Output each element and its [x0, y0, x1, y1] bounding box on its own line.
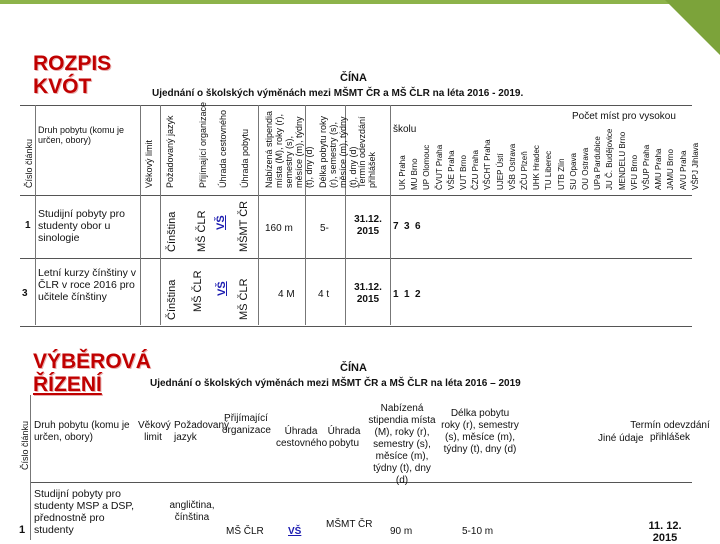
col-header-receiving-org: Přijímající organizace [198, 101, 208, 188]
row1-receiving-org: MŠ ČLR [196, 210, 208, 252]
selection-header-age-limit: Věkový limit [138, 420, 171, 443]
selection-header-other: Jiné údaje [598, 433, 644, 444]
school-col-header: UPa Pardubice [593, 136, 603, 190]
selection-header-language: Požadovaný jazyk [174, 420, 230, 443]
school-col-header: VFU Brno [629, 154, 639, 190]
col-header-stay-type: Druh pobytu (komu je určen, obory) [38, 125, 125, 145]
school-col-header: ZČU Plzeň [520, 151, 529, 190]
row1-stipends: 160 m [265, 223, 293, 234]
row3-deadline: 31.12. 2015 [354, 282, 382, 305]
selection-row-stipends: 90 m [390, 526, 413, 537]
selection-side-label: Číslo článku [20, 420, 30, 470]
row1-duration: 5- [320, 223, 329, 234]
col-header-article-number: Číslo článku [24, 138, 34, 188]
school-col-header: ČVUT Praha [434, 144, 444, 190]
row3-duration: 4 t [318, 289, 330, 300]
school-col-header: MU Brno [410, 158, 420, 190]
col-header-age-limit: Věkový limit [144, 139, 154, 188]
places-label: Počet míst pro vysokou [572, 111, 676, 122]
school-col-header: UK Praha [398, 155, 407, 190]
selection-header-travel-cost: Úhrada cestovného [276, 426, 328, 449]
row3-number: 3 [22, 288, 28, 299]
selection-country: ČÍNA [340, 362, 367, 374]
col-header-stipends: Nabízená stipendia místa (M), roky (r), semestry (s), měsíce (m), týdny (t), dny (d) [264, 110, 314, 188]
selection-header-receiving-org: Přijímající organizace [222, 413, 271, 436]
school-col-header: UP Olomouc [422, 144, 432, 190]
row1-description: Studijní pobyty pro studenty obor u sinologie [38, 208, 125, 244]
col-header-language: Požadovaný jazyk [165, 115, 175, 188]
row3-language: Čínština [166, 279, 178, 320]
school-col-header: VŠUP Praha [642, 144, 651, 190]
row3-quota: 1 [404, 289, 410, 300]
selection-row-stay-cost: MŠMT ČR [326, 519, 373, 530]
school-col-header: UJEP Ústí [495, 153, 505, 190]
school-col-header: VŠE Praha [446, 150, 456, 190]
school-col-header: JU Č. Budějovice [605, 128, 615, 190]
selection-title-line1: VÝBĚROVÁ [33, 350, 151, 373]
selection-row-duration: 5-10 m [462, 526, 494, 537]
col-divider [390, 105, 391, 325]
header-divider [20, 195, 692, 196]
row1-travel-cost: VŠ [215, 215, 227, 230]
selection-subtitle: Ujednání o školských výměnách mezi MŠMT ČR a MŠ ČLR na léta 2016 – 2019 [150, 378, 521, 389]
selection-row-language: angličtina, čínština [169, 500, 215, 523]
quota-subtitle: Ujednání o školských výměnách mezi MŠMT ČR a MŠ ČLR na léta 2016 - 2019. [152, 88, 524, 99]
selection-title-line2: ŘÍZENÍ [33, 373, 102, 396]
col-divider [140, 105, 141, 325]
selection-header-stay-cost: Úhrada pobytu [327, 426, 361, 449]
selection-header-deadline: Termín odevzdání přihlášek [630, 420, 710, 443]
row3-travel-cost: VŠ [216, 281, 228, 296]
row1-quota: 6 [415, 221, 421, 232]
row1-stay-cost: MŠMT ČR [238, 200, 250, 252]
selection-row-travel-cost: VŠ [288, 526, 302, 537]
school-col-header: UTB Zlín [556, 158, 566, 190]
selection-header-duration: Délka pobytu roky (r), semestry (s), měsíce (m), týdny (t), dny (d) [441, 408, 519, 455]
school-col-header: SU Opava [568, 153, 578, 190]
col-header-stay-cost: Úhrada pobytu [240, 128, 250, 188]
school-label: školu [393, 124, 417, 135]
quota-country: ČÍNA [340, 72, 367, 84]
school-col-header: VUT Brno [459, 155, 468, 190]
selection-row-number: 1 [19, 524, 26, 536]
selection-row-description: Studijní pobyty pro studenty MSP a DSP, přednostně pro studenty [34, 488, 135, 536]
selection-row-deadline: 11. 12. 2015 [648, 520, 682, 544]
school-col-header: TU Liberec [544, 150, 554, 190]
col-divider [35, 105, 36, 325]
school-col-header: ČZU Praha [471, 149, 481, 190]
school-col-header: VŠPJ Jihlava [690, 142, 700, 190]
selection-header-stay-type: Druh pobytu (komu je určen, obory) [34, 420, 130, 443]
school-col-header: AVU Praha [678, 150, 688, 190]
selection-header-stipends: Nabízená stipendia místa (M), roky (r), semestry (s), měsíce (m), týdny (t), dny (d) [368, 403, 436, 486]
row1-quota: 3 [404, 221, 410, 232]
row1-number: 1 [25, 220, 31, 231]
col-divider [258, 105, 259, 325]
quota-title-line1: ROZPIS [33, 52, 112, 75]
row1-quota: 7 [393, 221, 399, 232]
selection-row-receiving-org: MŠ ČLR [226, 526, 264, 537]
row1-language: Čínština [166, 211, 178, 252]
col-header-duration: Délka pobytu roky (r), semestry (s), měsíce (m), týdny (t), dny (d) [318, 115, 358, 188]
school-col-header: AMU Praha [654, 148, 664, 190]
selection-title [33, 350, 151, 396]
col-header-deadline: Termín odevzdání přihlášek [357, 116, 377, 188]
row3-quota: 1 [393, 289, 399, 300]
row3-receiving-org: MŠ ČLR [192, 270, 204, 312]
corner-decoration [665, 0, 720, 55]
school-col-header: VŠB Ostrava [507, 143, 517, 190]
col-divider [30, 395, 31, 540]
row1-deadline: 31.12. 2015 [354, 214, 382, 237]
row3-stay-cost: MŠ ČLR [238, 278, 250, 320]
row3-quota: 2 [415, 289, 421, 300]
top-accent-bar [0, 0, 720, 4]
school-col-header: UHK Hradec [532, 145, 542, 190]
row3-stipends: 4 M [278, 289, 295, 300]
school-col-header: MENDELU Brno [617, 131, 627, 190]
col-header-travel-cost: Úhrada cestovného [218, 109, 228, 188]
school-col-header: VŠCHT Praha [483, 139, 493, 190]
col-divider [160, 105, 161, 325]
quota-title [33, 52, 111, 98]
selection-header-divider [30, 482, 692, 483]
row-divider [20, 258, 692, 259]
quota-title-line2: KVÓT [33, 75, 92, 98]
school-col-header: OU Ostrava [581, 147, 590, 190]
school-col-header: JAMU Brno [666, 149, 676, 190]
row3-description: Letní kurzy čínštiny v ČLR v roce 2016 pro učitele čínštiny [38, 267, 137, 303]
